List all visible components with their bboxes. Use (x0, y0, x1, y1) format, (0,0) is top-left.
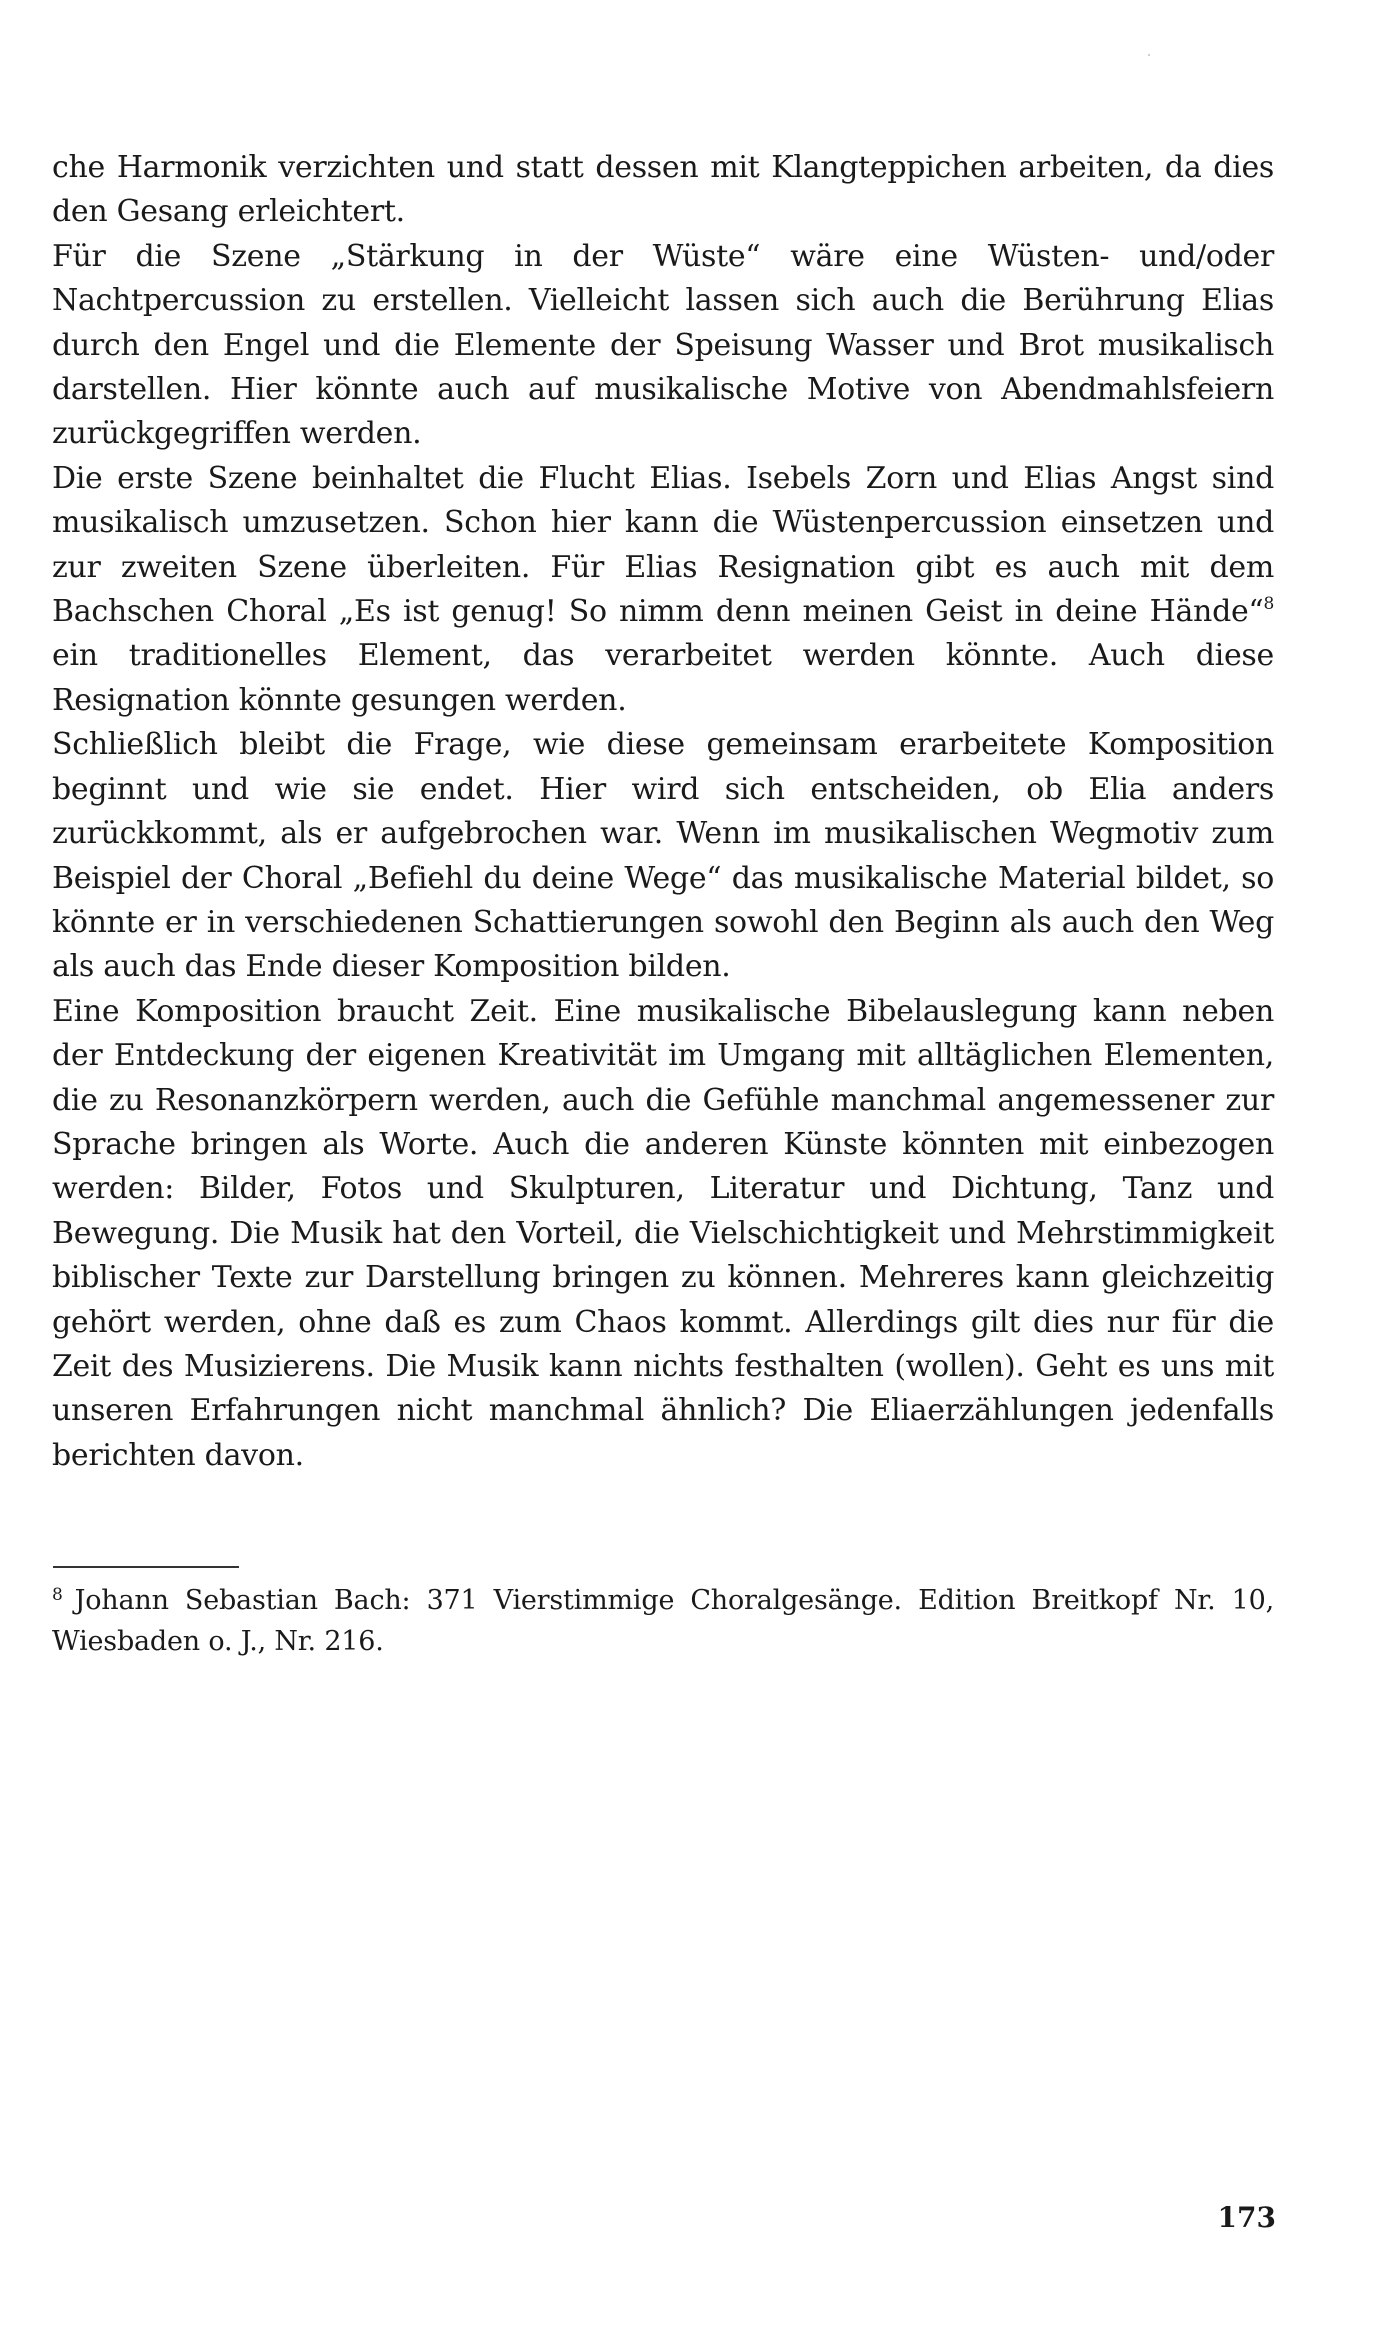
footnote-text: Johann Sebastian Bach: 371 Vierstimmige Choralgesänge. Edition Breitkopf Nr. 10, Wiesbaden o. J., Nr. 216. (52, 1585, 1274, 1657)
scan-speck (1148, 54, 1150, 56)
paragraph-first-scene (52, 457, 1274, 723)
paragraph-first-scene-text-a: Die erste Szene beinhaltet die Flucht Elias. Isebels Zorn und Elias Angst sind musikalisch umzusetzen. Schon hier kann die Wüstenpercussion einsetzen und zur zweiten Szene überleiten. Für Elias Resignation gibt es auch mit dem Bachschen Choral „Es ist genug! So nimm denn meinen Geist in deine Hände“ (52, 460, 1274, 630)
page-number: 173 (1217, 2201, 1276, 2234)
paragraph-continued: che Harmonik verzichten und statt dessen mit Klangteppichen arbeiten, da dies den Gesang erleichtert. (52, 150, 1274, 230)
footnote-divider (53, 1566, 239, 1568)
paragraph-desert-scene: Für die Szene „Stärkung in der Wüste“ wäre eine Wüsten- und/oder Nachtpercussion zu erstellen. Vielleicht lassen sich auch die Berührung Elias durch den Engel und die Elemente der Speisung Wasser und Brot musikalisch darstellen. Hier könnte auch auf musikalische Motive von Abendmahlsfeiern zurückgegriffen werden. (52, 238, 1274, 452)
footnote-number: 8 (52, 1585, 63, 1605)
main-text (52, 146, 1274, 1478)
footnote (52, 1575, 1274, 1662)
footnote-reference[interactable]: 8 (1263, 594, 1274, 615)
paragraph-first-scene-text-b: ein traditionelles Element, das verarbeitet werden könnte. Auch diese Resignation könnte gesungen werden. (52, 638, 1274, 718)
paragraph-composition-time: Eine Komposition braucht Zeit. Eine musikalische Bibelauslegung kann neben der Entdeckung der eigenen Kreativität im Umgang mit alltäglichen Elementen, die zu Resonanzkörpern werden, auch die Gefühle manchmal angemessener zur Sprache bringen als Worte. Auch die anderen Künste könnten mit einbezogen werden: Bilder, Fotos und Skulpturen, Literatur und Dichtung, Tanz und Bewegung. Die Musik hat den Vorteil, die Vielschichtigkeit und Mehrstimmigkeit biblischer Texte zur Darstellung bringen zu können. Mehreres kann gleichzeitig gehört werden, ohne daß es zum Chaos kommt. Allerdings gilt dies nur für die Zeit des Musizierens. Die Musik kann nichts festhalten (wollen). Geht es uns mit unseren Erfahrungen nicht manchmal ähnlich? Die Eliaerzählungen jedenfalls berichten davon. (52, 993, 1274, 1473)
paragraph-beginning-end: Schließlich bleibt die Frage, wie diese gemeinsam erarbeitete Komposition beginnt und wie sie endet. Hier wird sich entscheiden, ob Elia anders zurückkommt, als er aufgebrochen war. Wenn im musikalischen Wegmotiv zum Beispiel der Choral „Befiehl du deine Wege“ das musikalische Material bildet, so könnte er in verschiedenen Schattierungen sowohl den Beginn als auch den Weg als auch das Ende dieser Komposition bilden. (52, 727, 1274, 985)
